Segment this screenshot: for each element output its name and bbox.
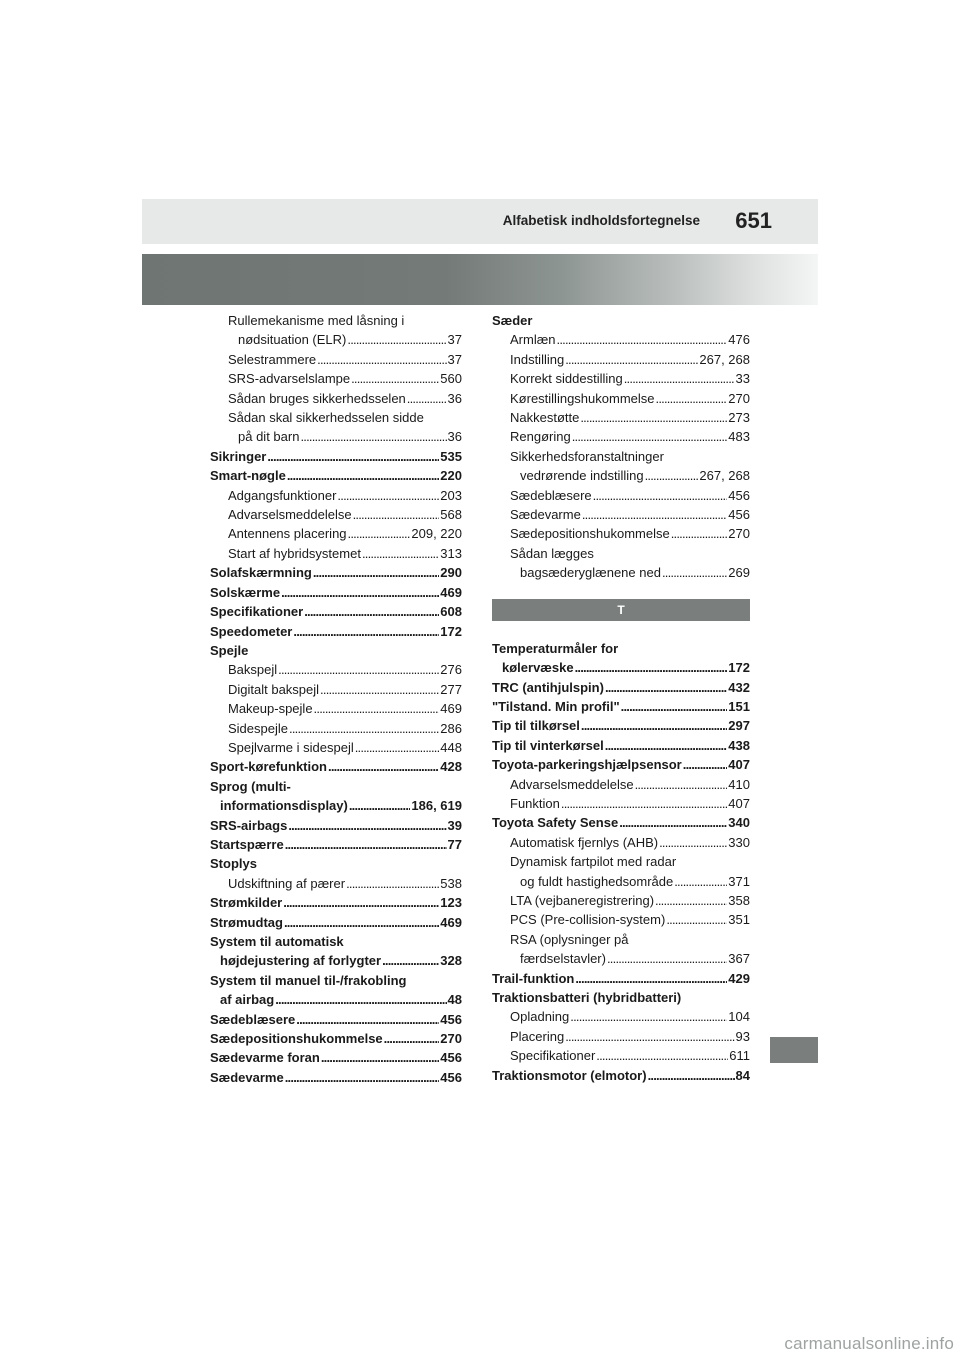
dot-leader: [321, 1048, 439, 1067]
entry-term: Sprog (multi-: [210, 778, 291, 794]
entry-term: Dynamisk fartpilot med radar: [510, 854, 677, 870]
entry-term: PCS (Pre-collision-system): [510, 912, 666, 928]
entry-page-ref: 469: [440, 701, 462, 717]
entry-page-ref: 330: [728, 834, 750, 850]
entry-page-ref: 432: [728, 679, 750, 695]
entry-term: Sidespejle: [228, 720, 288, 736]
index-entry: [210, 1068, 462, 1087]
index-entry: [492, 910, 750, 929]
dot-leader: [683, 755, 728, 774]
index-entry: [210, 350, 462, 369]
section-letter-band: T: [492, 599, 750, 621]
entry-page-ref: 608: [440, 604, 462, 620]
entry-term: Adgangsfunktioner: [228, 487, 337, 503]
index-column-right: [492, 311, 750, 1085]
dot-leader: [355, 738, 440, 757]
entry-page-ref: 476: [728, 332, 750, 348]
entry-term: Rengøring: [510, 429, 571, 445]
entry-page-ref: 269: [728, 565, 750, 581]
entry-term: Rullemekanisme med låsning i: [228, 313, 405, 328]
index-entry: [210, 447, 462, 466]
index-entry: [210, 563, 462, 582]
dot-leader: [619, 813, 727, 832]
index-entry: [492, 678, 750, 697]
decorative-band: [142, 254, 818, 305]
entry-term: Solafskærmning: [210, 565, 312, 581]
index-column-left: [210, 311, 462, 1087]
entry-term: Start af hybridsystemet: [228, 545, 361, 561]
index-entry: [492, 524, 750, 543]
dot-leader: [557, 330, 728, 349]
entry-term: Opladning: [510, 1009, 570, 1025]
index-entry: [492, 408, 750, 427]
entry-term: Sædepositionshukommelse: [210, 1031, 383, 1047]
entry-page-ref: 123: [440, 895, 462, 911]
entry-page-ref: 456: [440, 1050, 462, 1066]
index-entry: [492, 1007, 750, 1026]
index-entry: [492, 813, 750, 832]
dot-leader: [346, 874, 439, 893]
index-entry: [492, 988, 750, 1007]
dot-leader: [655, 891, 727, 910]
dot-leader: [275, 990, 446, 1009]
entry-page-ref: 267, 268: [699, 351, 750, 367]
entry-term: Temperaturmåler for: [492, 640, 619, 656]
index-entry: [210, 602, 462, 621]
dot-leader: [348, 524, 411, 543]
entry-page-ref: 568: [440, 507, 462, 523]
index-entry: [210, 971, 462, 1010]
index-entry: [210, 505, 462, 524]
index-entry: [210, 660, 462, 679]
dot-leader: [293, 622, 439, 641]
index-entry: [492, 833, 750, 852]
entry-page-ref: 358: [728, 892, 750, 908]
entry-page-ref: 456: [728, 487, 750, 503]
entry-term: Sædeblæsere: [510, 487, 592, 503]
dot-leader: [285, 835, 447, 854]
entry-page-ref: 36: [447, 390, 462, 406]
dot-leader: [347, 330, 446, 349]
dot-leader: [582, 505, 727, 524]
entry-page-ref: 220: [440, 468, 462, 484]
entry-term: Digitalt bakspejl: [228, 681, 320, 697]
entry-page-ref: 77: [447, 836, 462, 852]
entry-term: SRS-airbags: [210, 817, 288, 833]
entry-page-ref: 538: [440, 875, 462, 891]
entry-page-ref: 276: [440, 662, 462, 678]
entry-page-ref: 172: [728, 660, 750, 676]
index-entry: [492, 716, 750, 735]
index-entry: [492, 350, 750, 369]
index-entry: [492, 311, 750, 330]
dot-leader: [287, 466, 439, 485]
dot-leader: [300, 427, 446, 446]
index-entry: [492, 447, 750, 486]
entry-term: Advarselsmeddelelse: [228, 507, 352, 523]
entry-page-ref: 33: [735, 371, 750, 387]
index-entry: [492, 544, 750, 583]
dot-leader: [671, 524, 728, 543]
entry-term: Funktion: [510, 795, 560, 811]
index-entry: [492, 369, 750, 388]
entry-page-ref: 407: [728, 757, 750, 773]
entry-term: af airbag: [220, 992, 275, 1008]
entry-page-ref: 151: [728, 698, 750, 714]
dot-leader: [289, 719, 439, 738]
entry-page-ref: 371: [728, 873, 750, 889]
entry-page-ref: 483: [728, 429, 750, 445]
dot-leader: [659, 833, 727, 852]
index-group-s: [492, 311, 750, 583]
dot-leader: [283, 893, 439, 912]
entry-term: Korrekt siddestilling: [510, 371, 623, 387]
entry-term: TRC (antihjulspin): [492, 679, 604, 695]
dot-leader: [384, 1029, 440, 1048]
index-entry: [492, 1066, 750, 1085]
entry-term: SRS-advarselslampe: [228, 371, 351, 387]
entry-page-ref: 328: [440, 953, 462, 969]
dot-leader: [635, 775, 728, 794]
entry-page-ref: 270: [440, 1031, 462, 1047]
entry-page-ref: 39: [447, 817, 462, 833]
dot-leader: [575, 658, 728, 677]
index-entry: [210, 408, 462, 447]
index-entry: [210, 311, 462, 350]
index-entry: [210, 854, 462, 873]
entry-term: og fuldt hastighedsområde: [520, 873, 674, 889]
entry-term: Nakkestøtte: [510, 410, 580, 426]
index-entry: [492, 1046, 750, 1065]
entry-term: Placering: [510, 1028, 565, 1044]
index-entry: [492, 755, 750, 774]
index-entry: [492, 852, 750, 891]
index-entry: [210, 1010, 462, 1029]
dot-leader: [581, 716, 727, 735]
dot-leader: [662, 563, 727, 582]
dot-leader: [304, 602, 439, 621]
entry-term: Advarselsmeddelelse: [510, 776, 634, 792]
dot-leader: [382, 951, 439, 970]
entry-term: Trail-funktion: [492, 970, 575, 986]
entry-term: Smart-nøgle: [210, 468, 286, 484]
index-entry: [210, 738, 462, 757]
entry-page-ref: 277: [440, 681, 462, 697]
entry-term: kølervæske: [502, 660, 574, 676]
index-entry: [492, 891, 750, 910]
entry-term: Sædevarme foran: [210, 1050, 320, 1066]
entry-term: vedrørende indstilling: [520, 468, 644, 484]
section-tab-marker: [770, 1037, 818, 1063]
entry-page-ref: 37: [447, 351, 462, 367]
dot-leader: [645, 466, 699, 485]
entry-term: Solskærme: [210, 584, 281, 600]
index-entry: [210, 874, 462, 893]
page-number: 651: [735, 208, 772, 233]
dot-leader: [281, 583, 439, 602]
entry-term: informationsdisplay): [220, 798, 348, 814]
entry-term: Antennens placering: [228, 526, 347, 542]
entry-term: Sådan skal sikkerhedsselen sidde: [228, 410, 424, 426]
index-entry: [210, 641, 462, 660]
index-entry: [492, 775, 750, 794]
index-entry: [210, 622, 462, 641]
entry-page-ref: 560: [440, 371, 462, 387]
dot-leader: [565, 350, 698, 369]
entry-term: Traktionsmotor (elmotor): [492, 1067, 647, 1083]
entry-term: Spejle: [210, 642, 249, 658]
index-entry: [210, 583, 462, 602]
dot-leader: [648, 1066, 735, 1085]
dot-leader: [351, 369, 439, 388]
dot-leader: [605, 678, 727, 697]
entry-page-ref: 290: [440, 565, 462, 581]
entry-page-ref: 367: [728, 951, 750, 967]
entry-page-ref: 286: [440, 720, 462, 736]
index-entry: [210, 389, 462, 408]
index-entry: [210, 369, 462, 388]
entry-term: Specifikationer: [510, 1048, 596, 1064]
entry-term: "Tilstand. Min profil": [492, 698, 620, 714]
dot-leader: [674, 872, 727, 891]
dot-leader: [575, 969, 727, 988]
index-entry: [492, 427, 750, 446]
index-entry: [210, 680, 462, 699]
entry-term: Sådan lægges: [510, 545, 594, 561]
dot-leader: [666, 910, 727, 929]
index-entry: [210, 1029, 462, 1048]
dot-leader: [328, 757, 439, 776]
dot-leader: [362, 544, 439, 563]
index-entry: [492, 486, 750, 505]
entry-term: højdejustering af forlygter: [220, 953, 382, 969]
dot-leader: [607, 949, 727, 968]
entry-term: Armlæn: [510, 332, 556, 348]
dot-leader: [565, 1027, 734, 1046]
entry-term: Strømkilder: [210, 895, 283, 911]
entry-term: System til automatisk: [210, 934, 344, 949]
index-entry: [210, 932, 462, 971]
index-entry: [210, 893, 462, 912]
index-entry: [210, 524, 462, 543]
entry-page-ref: 48: [447, 992, 462, 1008]
dot-leader: [621, 697, 728, 716]
entry-term: Toyota Safety Sense: [492, 815, 619, 831]
entry-page-ref: 438: [728, 737, 750, 753]
entry-term: Sæder: [492, 313, 533, 328]
entry-page-ref: 270: [728, 390, 750, 406]
entry-term: Startspærre: [210, 836, 284, 852]
entry-term: Sædepositionshukommelse: [510, 526, 670, 542]
entry-page-ref: 456: [728, 507, 750, 523]
entry-page-ref: 209, 220: [411, 526, 462, 542]
index-entry: [492, 1027, 750, 1046]
dot-leader: [267, 447, 439, 466]
index-entry: [210, 719, 462, 738]
dot-leader: [313, 563, 439, 582]
entry-term: Sædeblæsere: [210, 1011, 296, 1027]
entry-term: Udskiftning af pærer: [228, 875, 346, 891]
entry-page-ref: 186, 619: [411, 798, 462, 814]
entry-term: RSA (oplysninger på: [510, 931, 629, 947]
entry-term: på dit barn: [238, 429, 300, 445]
index-entry: [210, 777, 462, 816]
entry-term: Makeup-spejle: [228, 701, 313, 717]
entry-term: Sædevarme: [210, 1069, 284, 1085]
entry-page-ref: 448: [440, 739, 462, 755]
entry-term: LTA (vejbaneregistrering): [510, 892, 655, 908]
entry-term: Tip til tilkørsel: [492, 718, 580, 734]
entry-term: Kørestillingshukommelse: [510, 390, 655, 406]
entry-term: Sædevarme: [510, 507, 581, 523]
dot-leader: [349, 796, 411, 815]
entry-term: færdselstavler): [520, 951, 606, 967]
index-entry: [210, 816, 462, 835]
header-title: Alfabetisk indholdsfortegnelse: [502, 213, 700, 228]
entry-term: Speedometer: [210, 623, 293, 639]
dot-leader: [572, 427, 728, 446]
entry-page-ref: 351: [728, 912, 750, 928]
entry-term: System til manuel til-/frakobling: [210, 972, 407, 988]
entry-page-ref: 340: [728, 815, 750, 831]
entry-page-ref: 270: [728, 526, 750, 542]
entry-page-ref: 104: [728, 1009, 750, 1025]
entry-term: Specifikationer: [210, 604, 304, 620]
index-entry: [210, 835, 462, 854]
index-entry: [210, 699, 462, 718]
entry-term: Tip til vinterkørsel: [492, 737, 604, 753]
index-entry: [492, 697, 750, 716]
entry-page-ref: 37: [447, 332, 462, 348]
entry-page-ref: 535: [440, 448, 462, 464]
entry-term: Sikringer: [210, 448, 267, 464]
dot-leader: [593, 486, 728, 505]
entry-page-ref: 297: [728, 718, 750, 734]
entry-page-ref: 611: [729, 1048, 750, 1064]
index-entry: [492, 969, 750, 988]
entry-page-ref: 469: [440, 584, 462, 600]
index-entry: [210, 1048, 462, 1067]
entry-term: Sådan bruges sikkerhedsselen: [228, 390, 406, 406]
entry-term: nødsituation (ELR): [238, 332, 347, 348]
entry-term: Automatisk fjernlys (AHB): [510, 834, 659, 850]
entry-page-ref: 172: [440, 623, 462, 639]
entry-page-ref: 469: [440, 914, 462, 930]
entry-term: Bakspejl: [228, 662, 278, 678]
dot-leader: [561, 794, 727, 813]
entry-page-ref: 36: [447, 429, 462, 445]
entry-term: Indstilling: [510, 351, 565, 367]
entry-page-ref: 407: [728, 795, 750, 811]
entry-page-ref: 456: [440, 1069, 462, 1085]
entry-term: Traktionsbatteri (hybridbatteri): [492, 990, 682, 1005]
entry-term: Sport-kørefunktion: [210, 759, 327, 775]
dot-leader: [580, 408, 727, 427]
dot-leader: [407, 389, 447, 408]
dot-leader: [278, 660, 439, 679]
entry-term: Sikkerhedsforanstaltninger: [510, 448, 664, 464]
entry-page-ref: 428: [440, 759, 462, 775]
dot-leader: [314, 699, 440, 718]
dot-leader: [284, 913, 439, 932]
index-entry: [492, 736, 750, 755]
index-entry: [492, 505, 750, 524]
index-entry: [210, 486, 462, 505]
entry-page-ref: 203: [440, 487, 462, 503]
entry-page-ref: 267, 268: [699, 468, 750, 484]
index-entry: [492, 330, 750, 349]
entry-page-ref: 273: [728, 410, 750, 426]
entry-term: Toyota-parkeringshjælpsensor: [492, 757, 682, 773]
entry-page-ref: 84: [735, 1067, 750, 1083]
watermark-text: carmanualsonline.info: [784, 1334, 954, 1353]
dot-leader: [624, 369, 735, 388]
dot-leader: [656, 389, 728, 408]
dot-leader: [337, 486, 439, 505]
index-group-t: [492, 639, 750, 1085]
entry-term: Stoplys: [210, 856, 257, 872]
entry-term: Strømudtag: [210, 914, 283, 930]
entry-term: bagsæderyglænene ned: [520, 565, 661, 581]
entry-term: Selestrammere: [228, 351, 317, 367]
index-entry: [492, 639, 750, 678]
index-entry: [210, 544, 462, 563]
entry-page-ref: 429: [728, 970, 750, 986]
dot-leader: [353, 505, 440, 524]
dot-leader: [285, 1068, 440, 1087]
index-entry: [210, 913, 462, 932]
index-entry: [492, 389, 750, 408]
index-entry: [210, 466, 462, 485]
entry-page-ref: 410: [728, 776, 750, 792]
dot-leader: [288, 816, 446, 835]
dot-leader: [605, 736, 728, 755]
entry-page-ref: 456: [440, 1011, 462, 1027]
dot-leader: [596, 1046, 728, 1065]
entry-term: Spejlvarme i sidespejl: [228, 739, 354, 755]
dot-leader: [317, 350, 446, 369]
index-entry: [492, 794, 750, 813]
dot-leader: [320, 680, 439, 699]
entry-page-ref: 93: [735, 1028, 750, 1044]
index-entry: [210, 757, 462, 776]
page-header: [142, 199, 818, 244]
dot-leader: [570, 1007, 727, 1026]
entry-page-ref: 313: [440, 545, 462, 561]
index-entry: [492, 930, 750, 969]
dot-leader: [296, 1010, 439, 1029]
